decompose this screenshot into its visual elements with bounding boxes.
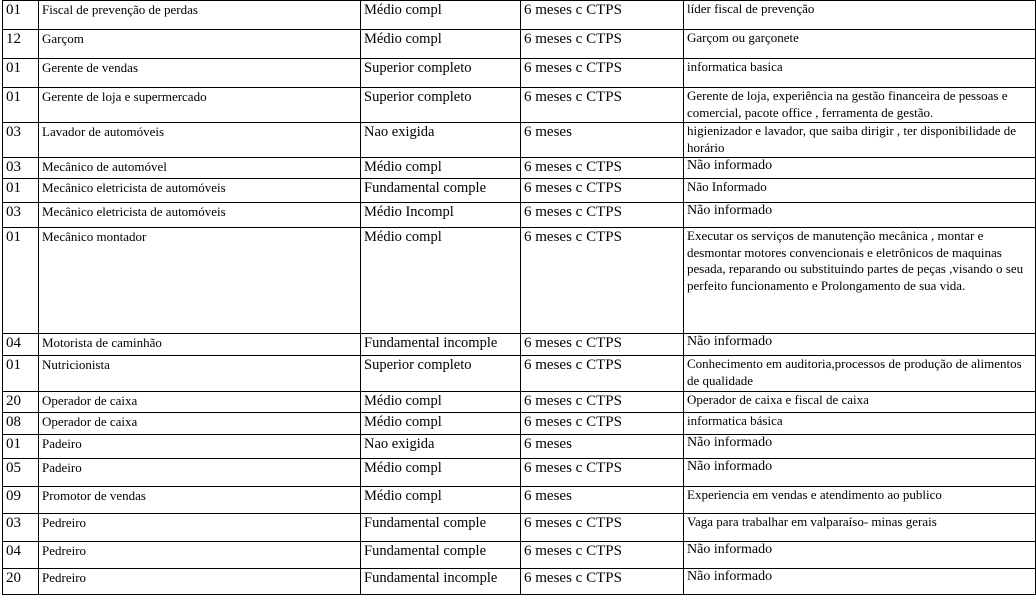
education-level: Fundamental comple xyxy=(361,542,521,569)
education-level: Fundamental comple xyxy=(361,179,521,203)
table-row xyxy=(3,392,1036,413)
experience-required: 6 meses c CTPS xyxy=(521,356,684,392)
education-level: Nao exigida xyxy=(361,123,521,158)
experience-required: 6 meses c CTPS xyxy=(521,569,684,595)
experience-required: 6 meses c CTPS xyxy=(521,542,684,569)
education-level: Médio compl xyxy=(361,459,521,487)
table-row xyxy=(3,514,1036,542)
vacancy-count: 04 xyxy=(3,542,39,569)
table-row xyxy=(3,1,1036,30)
vacancy-count: 01 xyxy=(3,88,39,123)
experience-required: 6 meses c CTPS xyxy=(521,228,684,334)
experience-required: 6 meses c CTPS xyxy=(521,158,684,179)
occupation: Gerente de loja e supermercado xyxy=(39,88,361,123)
table-row xyxy=(3,179,1036,203)
table-row xyxy=(3,569,1036,595)
occupation: Pedreiro xyxy=(39,542,361,569)
education-level: Médio compl xyxy=(361,392,521,413)
table-row xyxy=(3,334,1036,356)
notes: Não informado xyxy=(684,542,1036,569)
occupation: Padeiro xyxy=(39,459,361,487)
notes: higienizador e lavador, que saiba dirigir , ter disponibilidade de horário xyxy=(684,123,1036,158)
occupation: Lavador de automóveis xyxy=(39,123,361,158)
vacancy-count: 09 xyxy=(3,487,39,514)
education-level: Médio compl xyxy=(361,30,521,59)
experience-required: 6 meses c CTPS xyxy=(521,1,684,30)
occupation: Fiscal de prevenção de perdas xyxy=(39,1,361,30)
occupation: Garçom xyxy=(39,30,361,59)
education-level: Fundamental incomple xyxy=(361,334,521,356)
education-level: Médio compl xyxy=(361,158,521,179)
experience-required: 6 meses xyxy=(521,123,684,158)
experience-required: 6 meses xyxy=(521,487,684,514)
vacancy-count: 20 xyxy=(3,569,39,595)
experience-required: 6 meses c CTPS xyxy=(521,334,684,356)
vacancy-count: 08 xyxy=(3,413,39,435)
notes: Conhecimento em auditoria,processos de produção de alimentos de qualidade xyxy=(684,356,1036,392)
occupation: Pedreiro xyxy=(39,514,361,542)
occupation: Operador de caixa xyxy=(39,392,361,413)
occupation: Mecânico montador xyxy=(39,228,361,334)
occupation: Mecânico de automóvel xyxy=(39,158,361,179)
notes: Garçom ou garçonete xyxy=(684,30,1036,59)
occupation: Promotor de vendas xyxy=(39,487,361,514)
education-level: Superior completo xyxy=(361,88,521,123)
education-level: Médio compl xyxy=(361,228,521,334)
table-row xyxy=(3,228,1036,334)
notes: líder fiscal de prevenção xyxy=(684,1,1036,30)
education-level: Fundamental incomple xyxy=(361,569,521,595)
occupation: Gerente de vendas xyxy=(39,59,361,88)
notes: Não informado xyxy=(684,459,1036,487)
experience-required: 6 meses c CTPS xyxy=(521,59,684,88)
notes: informatica basica xyxy=(684,59,1036,88)
education-level: Superior completo xyxy=(361,356,521,392)
notes: Experiencia em vendas e atendimento ao publico xyxy=(684,487,1036,514)
table-row xyxy=(3,59,1036,88)
job-vacancies-table xyxy=(2,0,1036,595)
notes: Não informado xyxy=(684,334,1036,356)
vacancy-count: 01 xyxy=(3,435,39,459)
table-row xyxy=(3,487,1036,514)
notes: Não Informado xyxy=(684,179,1036,203)
notes: Executar os serviços de manutenção mecânica , montar e desmontar motores convencionais e eletrônicos de maquinas pesada, reparando ou substituindo partes de peças ,visando o seu perfeito funcionamento e Prolongamento de sua vida. xyxy=(684,228,1036,334)
notes: Operador de caixa e fiscal de caixa xyxy=(684,392,1036,413)
experience-required: 6 meses c CTPS xyxy=(521,413,684,435)
occupation: Padeiro xyxy=(39,435,361,459)
experience-required: 6 meses c CTPS xyxy=(521,179,684,203)
experience-required: 6 meses c CTPS xyxy=(521,459,684,487)
table-row xyxy=(3,356,1036,392)
education-level: Fundamental comple xyxy=(361,514,521,542)
occupation: Nutricionista xyxy=(39,356,361,392)
vacancy-count: 01 xyxy=(3,228,39,334)
experience-required: 6 meses c CTPS xyxy=(521,203,684,228)
occupation: Pedreiro xyxy=(39,569,361,595)
occupation: Operador de caixa xyxy=(39,413,361,435)
experience-required: 6 meses xyxy=(521,435,684,459)
notes: Não informado xyxy=(684,203,1036,228)
notes: Gerente de loja, experiência na gestão financeira de pessoas e comercial, pacote office , ferramenta de gestão. xyxy=(684,88,1036,123)
education-level: Médio compl xyxy=(361,413,521,435)
vacancy-count: 04 xyxy=(3,334,39,356)
vacancy-count: 03 xyxy=(3,123,39,158)
table-row xyxy=(3,123,1036,158)
vacancy-count: 03 xyxy=(3,203,39,228)
vacancy-count: 01 xyxy=(3,1,39,30)
vacancy-count: 03 xyxy=(3,158,39,179)
notes: Não informado xyxy=(684,435,1036,459)
vacancy-count: 12 xyxy=(3,30,39,59)
notes: informatica básica xyxy=(684,413,1036,435)
occupation: Mecânico eletricista de automóveis xyxy=(39,203,361,228)
table-row xyxy=(3,413,1036,435)
table-row xyxy=(3,30,1036,59)
vacancy-count: 01 xyxy=(3,59,39,88)
vacancy-count: 20 xyxy=(3,392,39,413)
experience-required: 6 meses c CTPS xyxy=(521,30,684,59)
experience-required: 6 meses c CTPS xyxy=(521,514,684,542)
experience-required: 6 meses c CTPS xyxy=(521,392,684,413)
education-level: Médio Incompl xyxy=(361,203,521,228)
vacancy-count: 05 xyxy=(3,459,39,487)
table-row xyxy=(3,158,1036,179)
notes: Vaga para trabalhar em valparaíso- minas gerais xyxy=(684,514,1036,542)
occupation: Motorista de caminhão xyxy=(39,334,361,356)
notes: Não informado xyxy=(684,569,1036,595)
vacancy-count: 01 xyxy=(3,356,39,392)
table-row xyxy=(3,459,1036,487)
table-row xyxy=(3,435,1036,459)
vacancy-count: 03 xyxy=(3,514,39,542)
education-level: Médio compl xyxy=(361,1,521,30)
education-level: Superior completo xyxy=(361,59,521,88)
table-row xyxy=(3,203,1036,228)
experience-required: 6 meses c CTPS xyxy=(521,88,684,123)
table-row xyxy=(3,542,1036,569)
education-level: Médio compl xyxy=(361,487,521,514)
table-row xyxy=(3,88,1036,123)
education-level: Nao exigida xyxy=(361,435,521,459)
occupation: Mecânico eletricista de automóveis xyxy=(39,179,361,203)
vacancy-count: 01 xyxy=(3,179,39,203)
notes: Não informado xyxy=(684,158,1036,179)
